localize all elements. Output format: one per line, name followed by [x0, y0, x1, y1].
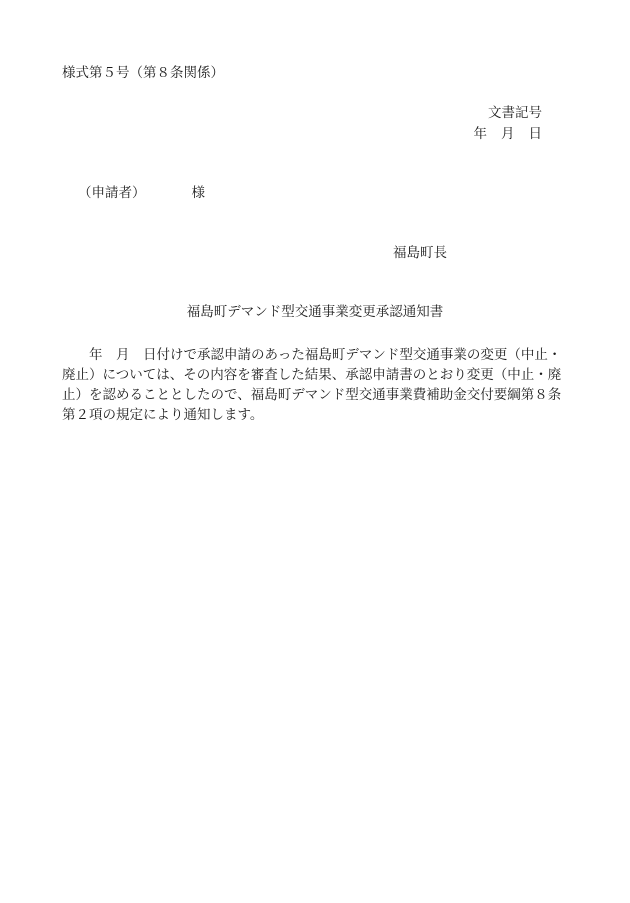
applicant-honorific: 様 — [191, 185, 205, 201]
body-line: 年 月 日付けで承認申請のあった福島町デマンド型交通事業の変更（中止・ — [62, 347, 562, 363]
date-day: 日 — [528, 126, 542, 142]
body-paragraph — [62, 345, 562, 425]
applicant-line — [78, 185, 205, 201]
document-date — [474, 126, 543, 142]
form-number: 様式第５号（第８条関係） — [62, 65, 224, 81]
issuer-name: 福島町長 — [393, 245, 447, 261]
body-line: 廃止）については、その内容を審査した結果、承認申請書のとおり変更（中止・廃 — [62, 367, 562, 383]
body-line: 止）を認めることとしたので、福島町デマンド型交通事業費補助金交付要綱第８条 — [62, 387, 562, 403]
date-month: 月 — [501, 126, 515, 142]
document-code: 文書記号 — [488, 105, 542, 121]
body-line: 第２項の規定により通知します。 — [62, 407, 264, 423]
document-title: 福島町デマンド型交通事業変更承認通知書 — [186, 304, 444, 320]
date-year: 年 — [473, 126, 487, 142]
applicant-label: （申請者） — [78, 185, 146, 201]
